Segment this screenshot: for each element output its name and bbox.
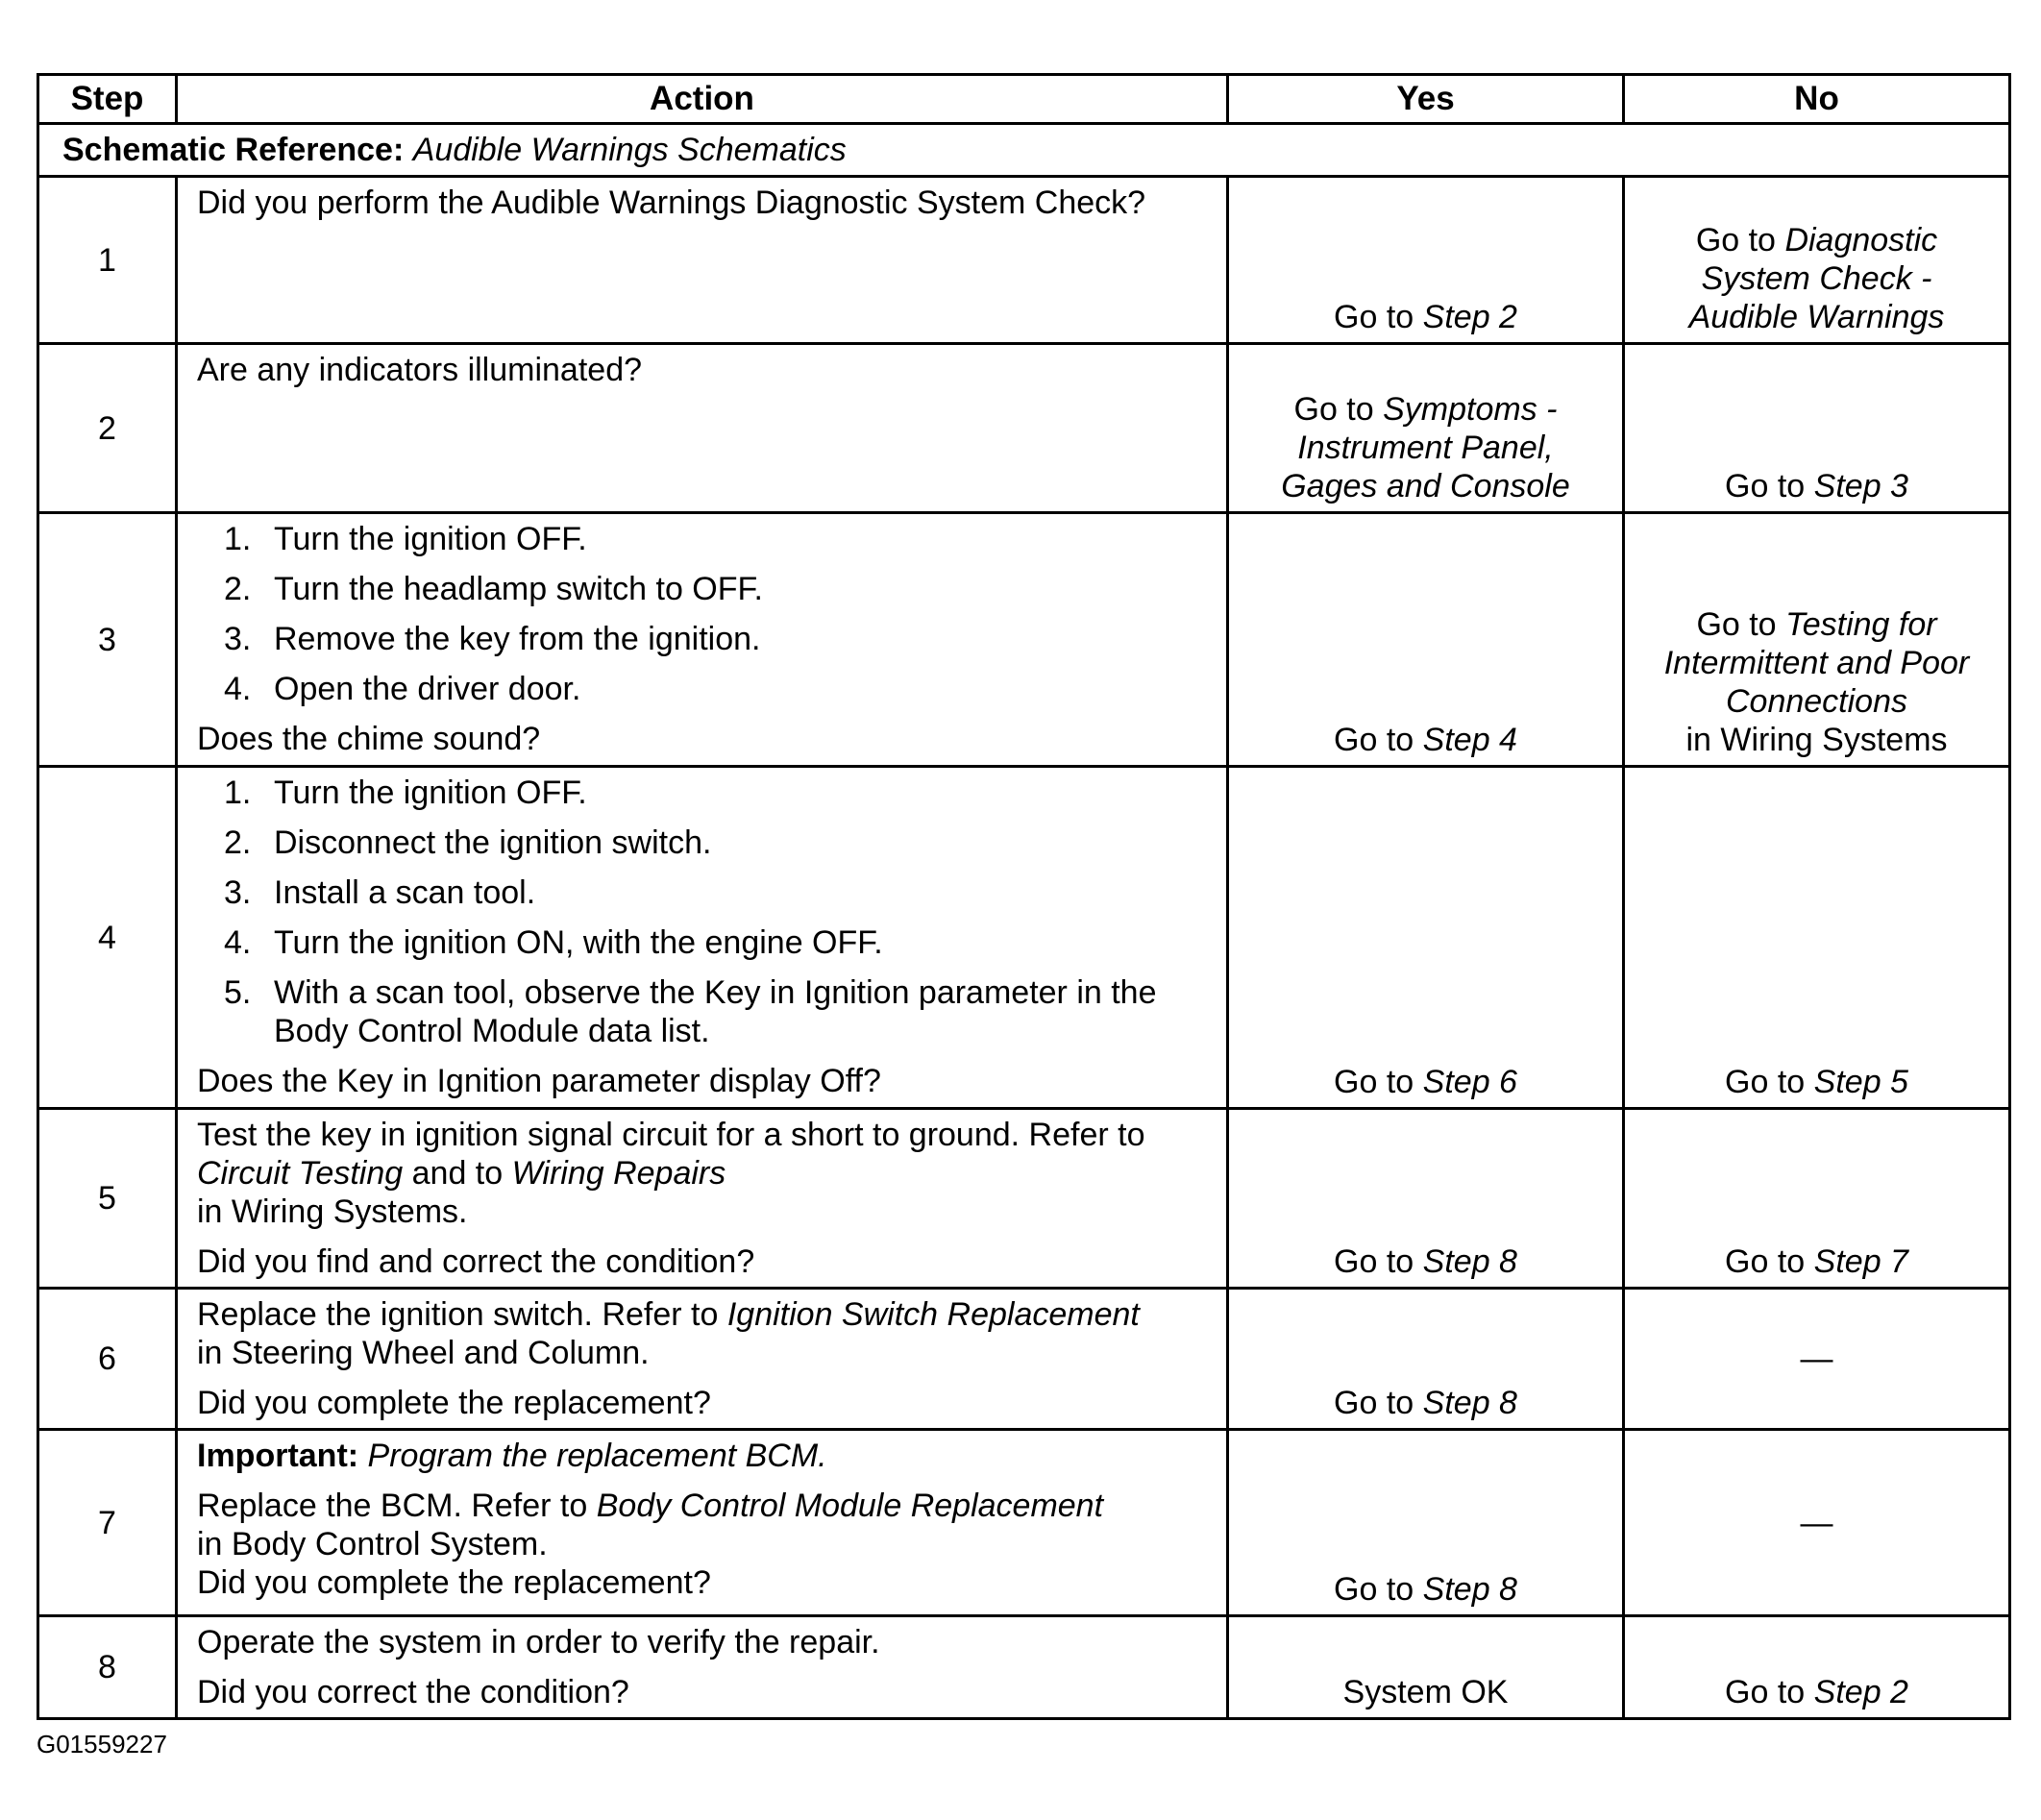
action-cell	[177, 767, 1228, 1109]
procedure-list	[197, 520, 1217, 708]
table-row	[38, 1430, 2010, 1616]
yes-prefix: Go to	[1334, 299, 1414, 335]
yes-cell	[1228, 1616, 1624, 1719]
no-cell	[1624, 1430, 2010, 1616]
table-row	[38, 344, 2010, 513]
no-suffix: in Wiring Systems	[1685, 722, 1948, 758]
no-cell	[1624, 177, 2010, 344]
action-cell	[177, 513, 1228, 767]
no-link: Testing for Intermittent and Poor Connections	[1663, 606, 1970, 720]
action-instruction: Operate the system in order to verify the repair.	[197, 1624, 880, 1660]
step-number: 4	[38, 767, 177, 1109]
no-prefix: Go to	[1725, 1674, 1806, 1710]
action-cell	[177, 1430, 1228, 1616]
procedure-item: 2. Disconnect the ignition switch.	[224, 824, 712, 861]
procedure-item: 4. Open the driver door.	[224, 671, 581, 707]
no-link: Step 5	[1813, 1064, 1908, 1100]
yes-link: Step 8	[1422, 1243, 1517, 1280]
action-question: Did you complete the replacement?	[197, 1564, 711, 1601]
action-question: Does the chime sound?	[197, 721, 541, 757]
yes-link: Step 4	[1422, 722, 1517, 758]
action-cell	[177, 1109, 1228, 1289]
diagnostic-table	[37, 73, 2011, 1720]
yes-cell	[1228, 1289, 1624, 1430]
no-prefix: Go to	[1696, 606, 1777, 643]
yes-link: Step 2	[1422, 299, 1517, 335]
action-question: Did you perform the Audible Warnings Diagnostic System Check?	[197, 184, 1146, 221]
no-cell	[1624, 513, 2010, 767]
yes-cell	[1228, 344, 1624, 513]
no-cell	[1624, 1109, 2010, 1289]
header-step: Step	[38, 75, 177, 124]
header-yes: Yes	[1228, 75, 1624, 124]
schematic-reference-label: Schematic Reference:	[62, 132, 405, 168]
table-row	[38, 767, 2010, 1109]
procedure-item: 3. Install a scan tool.	[224, 874, 536, 911]
yes-cell	[1228, 513, 1624, 767]
action-instruction: Replace the ignition switch. Refer to Ignition Switch Replacement in Steering Wheel and Column.	[197, 1296, 1140, 1371]
action-question: Does the Key in Ignition parameter display Off?	[197, 1063, 881, 1099]
important-note	[197, 1437, 1217, 1475]
figure-id: G01559227	[37, 1730, 167, 1759]
reference-link: Ignition Switch Replacement	[726, 1296, 1140, 1333]
step-number: 8	[38, 1616, 177, 1719]
yes-cell	[1228, 1430, 1624, 1616]
yes-prefix: Go to	[1334, 722, 1414, 758]
action-question: Did you find and correct the condition?	[197, 1243, 755, 1280]
action-question: Did you complete the replacement?	[197, 1385, 711, 1421]
action-cell	[177, 1616, 1228, 1719]
reference-link: Wiring Repairs	[511, 1155, 726, 1192]
schematic-reference-cell	[38, 124, 2010, 177]
table-row	[38, 1616, 2010, 1719]
important-label: Important:	[197, 1438, 359, 1474]
step-number: 2	[38, 344, 177, 513]
yes-cell	[1228, 177, 1624, 344]
reference-link: Circuit Testing	[197, 1155, 404, 1192]
procedure-item: 1. Turn the ignition OFF.	[224, 521, 587, 557]
yes-link: Step 8	[1422, 1385, 1517, 1421]
no-prefix: Go to	[1725, 468, 1806, 504]
important-text: Program the replacement BCM.	[367, 1438, 827, 1474]
reference-link: Body Control Module Replacement	[596, 1488, 1104, 1524]
step-number: 7	[38, 1430, 177, 1616]
step-number: 3	[38, 513, 177, 767]
procedure-item: 5. With a scan tool, observe the Key in Ignition parameter in the Body Control Module data list.	[224, 974, 1157, 1049]
no-link: Diagnostic System Check - Audible Warnings	[1688, 222, 1945, 335]
yes-plain: System OK	[1342, 1674, 1509, 1710]
action-instruction: Test the key in ignition signal circuit for a short to ground. Refer to Circuit Testing and to Wiring Repairs in Wiring Systems.	[197, 1117, 1145, 1230]
schematic-reference-value: Audible Warnings Schematics	[412, 132, 847, 168]
no-prefix: Go to	[1725, 1243, 1806, 1280]
no-dash: —	[1800, 1340, 1833, 1377]
header-action: Action	[177, 75, 1228, 124]
no-link: Step 7	[1813, 1243, 1908, 1280]
no-cell	[1624, 344, 2010, 513]
yes-cell	[1228, 767, 1624, 1109]
table-header-row	[38, 75, 2010, 124]
diagnostic-table-container	[37, 73, 2008, 1720]
no-cell	[1624, 1289, 2010, 1430]
procedure-list	[197, 774, 1217, 1050]
header-no: No	[1624, 75, 2010, 124]
step-number: 6	[38, 1289, 177, 1430]
no-prefix: Go to	[1725, 1064, 1806, 1100]
no-link: Step 2	[1813, 1674, 1908, 1710]
procedure-item: 1. Turn the ignition OFF.	[224, 775, 587, 811]
yes-cell	[1228, 1109, 1624, 1289]
yes-link: Symptoms - Instrument Panel, Gages and Console	[1281, 391, 1570, 504]
action-question: Did you correct the condition?	[197, 1674, 629, 1710]
yes-prefix: Go to	[1334, 1385, 1414, 1421]
yes-link: Step 6	[1422, 1064, 1517, 1100]
no-link: Step 3	[1813, 468, 1908, 504]
yes-prefix: Go to	[1334, 1064, 1414, 1100]
procedure-item: 4. Turn the ignition ON, with the engine OFF.	[224, 924, 883, 961]
yes-prefix: Go to	[1334, 1243, 1414, 1280]
table-row	[38, 177, 2010, 344]
table-row	[38, 513, 2010, 767]
table-row	[38, 1109, 2010, 1289]
no-prefix: Go to	[1695, 222, 1776, 258]
action-cell	[177, 177, 1228, 344]
no-cell	[1624, 767, 2010, 1109]
yes-prefix: Go to	[1334, 1571, 1414, 1608]
schematic-reference-row	[38, 124, 2010, 177]
step-number: 1	[38, 177, 177, 344]
no-dash: —	[1800, 1504, 1833, 1541]
yes-link: Step 8	[1422, 1571, 1517, 1608]
table-row	[38, 1289, 2010, 1430]
yes-prefix: Go to	[1293, 391, 1374, 428]
action-question: Are any indicators illuminated?	[197, 352, 643, 388]
action-cell	[177, 344, 1228, 513]
action-instruction: Replace the BCM. Refer to Body Control Module Replacement in Body Control System.	[197, 1488, 1104, 1562]
no-cell	[1624, 1616, 2010, 1719]
procedure-item: 2. Turn the headlamp switch to OFF.	[224, 571, 763, 607]
step-number: 5	[38, 1109, 177, 1289]
procedure-item: 3. Remove the key from the ignition.	[224, 621, 761, 657]
action-cell	[177, 1289, 1228, 1430]
